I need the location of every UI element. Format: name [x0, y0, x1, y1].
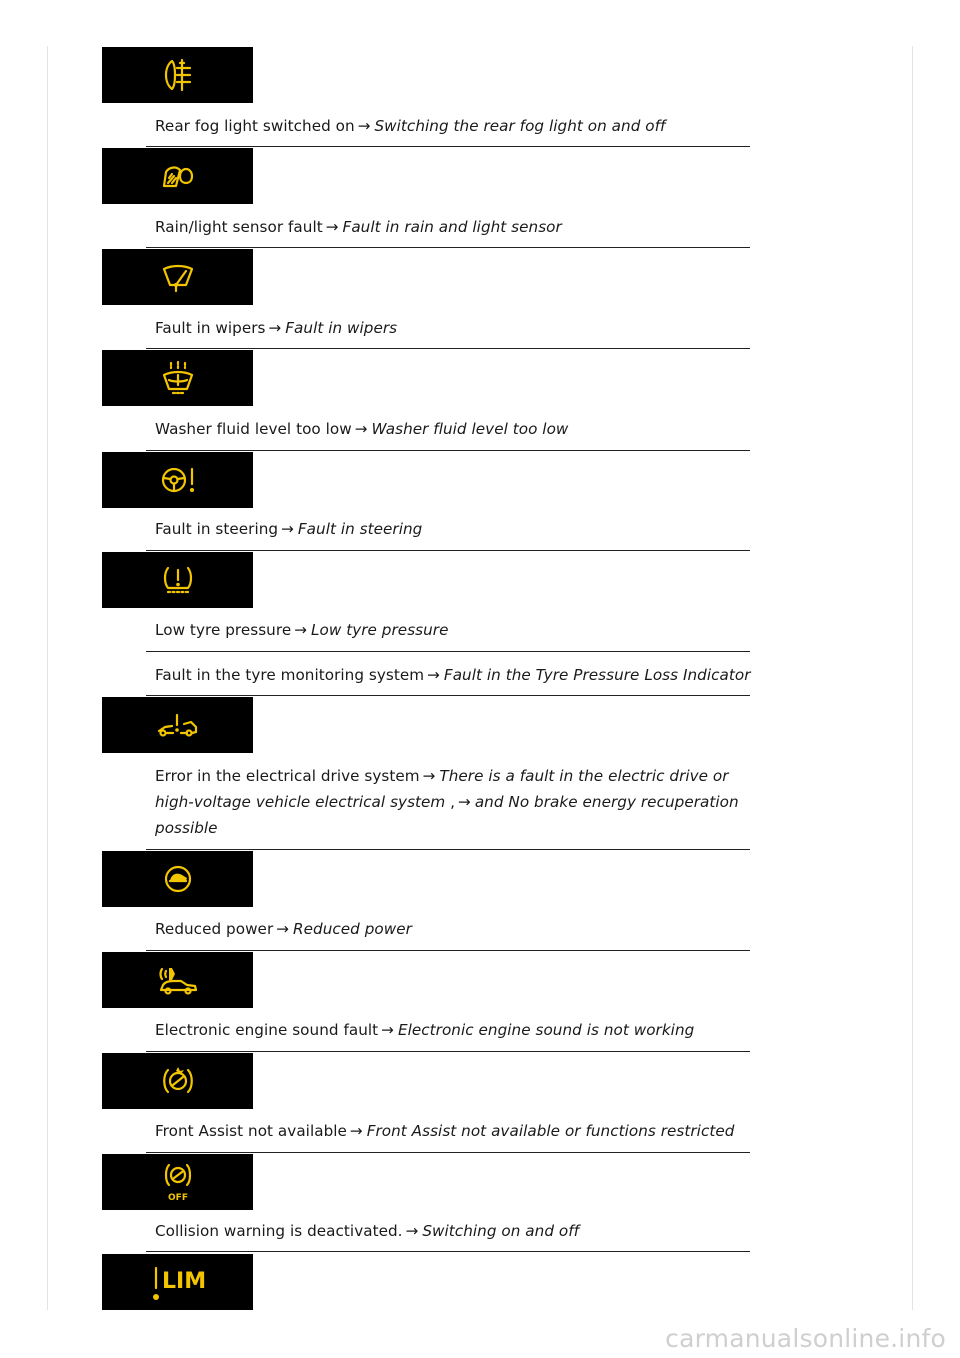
off-label: OFF: [167, 1193, 188, 1203]
reduced-power-icon: [158, 859, 198, 899]
cross-reference-link[interactable]: and No brake energy recuperation possible: [155, 793, 739, 837]
entry-description: Washer fluid level too low → Washer fluid level too low: [155, 416, 755, 442]
separator-rule: [146, 849, 750, 850]
separator-rule: [146, 450, 750, 451]
arrow-icon: →: [354, 420, 368, 438]
left-margin-line: [47, 46, 48, 1310]
cross-reference-link[interactable]: Fault in steering: [297, 520, 423, 538]
separator-rule: [146, 247, 750, 248]
indicator-tile: [102, 47, 253, 103]
washer-fluid-icon: [158, 358, 198, 398]
steering-fault-icon: [156, 460, 200, 500]
separator-rule: [146, 1251, 750, 1252]
speed-limiter-warning-icon: [148, 1260, 208, 1304]
cross-reference-link[interactable]: Switching the rear fog light on and off: [374, 117, 666, 135]
cross-reference-link[interactable]: Fault in wipers: [285, 319, 398, 337]
separator-rule: [146, 950, 750, 951]
indicator-tile: [102, 851, 253, 907]
arrow-icon: →: [268, 319, 282, 337]
arrow-icon: →: [422, 767, 436, 785]
indicator-tile: [102, 1254, 253, 1310]
separator-rule: [146, 651, 750, 652]
separator-rule: [146, 695, 750, 696]
entry-description: Rear fog light switched on → Switching the rear fog light on and off: [155, 113, 755, 139]
cross-reference-link[interactable]: Switching on and off: [422, 1222, 580, 1240]
cross-reference-link[interactable]: There is a fault in the electric drive or high-voltage vehicle electrical system: [155, 767, 729, 811]
entry-description: Fault in steering → Fault in steering: [155, 516, 755, 542]
separator-rule: [146, 1152, 750, 1153]
arrow-icon: →: [405, 1222, 419, 1240]
electric-drive-fault-icon: [155, 705, 201, 745]
cross-reference-link[interactable]: Electronic engine sound is not working: [397, 1021, 695, 1039]
arrow-icon: →: [276, 920, 290, 938]
lim-label: LIM: [161, 1269, 206, 1294]
indicator-tile: [102, 697, 253, 753]
indicator-tile: [102, 249, 253, 305]
right-margin-line: [912, 46, 913, 1310]
indicator-tile: [102, 452, 253, 508]
entry-description: Front Assist not available → Front Assist not available or functions restricted: [155, 1118, 755, 1144]
cross-reference-link[interactable]: Fault in the Tyre Pressure Loss Indicator: [443, 666, 751, 684]
entry-description: Low tyre pressure → Low tyre pressure: [155, 617, 755, 643]
arrow-icon: →: [427, 666, 440, 684]
cross-reference-link[interactable]: Reduced power: [293, 920, 412, 938]
entry-description: Reduced power → Reduced power: [155, 916, 755, 942]
separator-rule: [146, 1051, 750, 1052]
rear-fog-light-icon: [158, 55, 198, 95]
indicator-tile: [102, 1053, 253, 1109]
entry-description: Rain/light sensor fault → Fault in rain and light sensor: [155, 214, 755, 240]
arrow-icon: →: [294, 621, 307, 639]
cross-reference-link[interactable]: Front Assist not available or functions restricted: [366, 1122, 735, 1140]
rain-light-sensor-icon: [156, 156, 200, 196]
engine-sound-icon: [155, 960, 201, 1000]
arrow-icon: →: [281, 520, 294, 538]
watermark: carmanualsonline.info: [665, 1324, 946, 1353]
arrow-icon: →: [325, 218, 339, 236]
cross-reference-link[interactable]: Low tyre pressure: [311, 621, 449, 639]
arrow-icon: →: [458, 793, 471, 811]
cross-reference-link[interactable]: Washer fluid level too low: [371, 420, 569, 438]
front-assist-icon: [158, 1061, 198, 1101]
separator-rule: [146, 348, 750, 349]
entry-description: Fault in wipers → Fault in wipers: [155, 315, 755, 341]
entry-description: Collision warning is deactivated. → Switching on and off: [155, 1218, 755, 1244]
indicator-tile: [102, 148, 253, 204]
wiper-fault-icon: [158, 257, 198, 297]
separator-rule: [146, 550, 750, 551]
collision-warning-off-icon: [158, 1160, 198, 1204]
indicator-tile: [102, 350, 253, 406]
indicator-tile: [102, 952, 253, 1008]
cross-reference-link[interactable]: Fault in rain and light sensor: [342, 218, 562, 236]
entry-description: Electronic engine sound fault → Electronic engine sound is not working: [155, 1017, 755, 1043]
indicator-tile: [102, 1154, 253, 1210]
tyre-pressure-icon: [158, 560, 198, 600]
indicator-tile: [102, 552, 253, 608]
arrow-icon: →: [349, 1122, 363, 1140]
separator-rule: [146, 146, 750, 147]
entry-description: Error in the electrical drive system → There is a fault in the electric drive or high-voltage vehicle electrical system , → and No brake energy recuperation possible: [155, 763, 745, 841]
arrow-icon: →: [381, 1021, 394, 1039]
entry-description: Fault in the tyre monitoring system → Fault in the Tyre Pressure Loss Indicator: [155, 662, 755, 688]
arrow-icon: →: [357, 117, 371, 135]
